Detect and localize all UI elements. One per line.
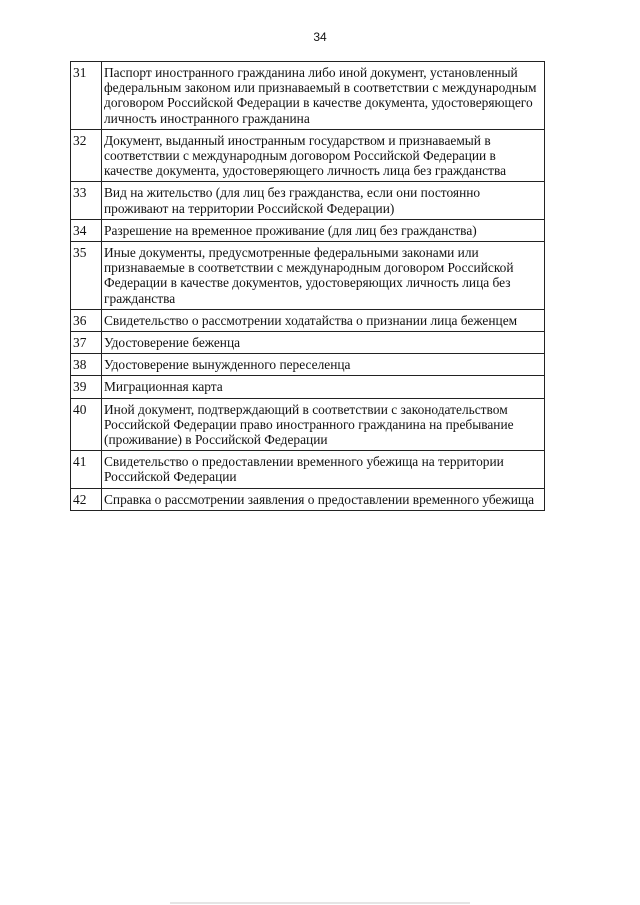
row-number: 31 <box>71 62 102 130</box>
row-text: Документ, выданный иностранным государством и признаваемый в соответствии с международным договором Российской Федерации в качестве документа, удостоверяющего личность лица без гражданства <box>102 129 545 182</box>
row-text: Свидетельство о рассмотрении ходатайства о признании лица беженцем <box>102 309 545 331</box>
scan-edge-divider <box>170 902 470 904</box>
row-number: 36 <box>71 309 102 331</box>
row-number: 42 <box>71 488 102 510</box>
table-row <box>71 242 545 310</box>
row-text: Справка о рассмотрении заявления о предоставлении временного убежища <box>102 488 545 510</box>
table-row <box>71 332 545 354</box>
row-text: Вид на жительство (для лиц без гражданства, если они постоянно проживают на территории Российской Федерации) <box>102 182 545 219</box>
table-row <box>71 398 545 451</box>
row-text: Разрешение на временное проживание (для лиц без гражданства) <box>102 219 545 241</box>
row-text: Паспорт иностранного гражданина либо иной документ, установленный федеральным законом или признаваемый в соответствии с международным договором Российской Федерации в качестве документа, удостоверяющего личность иностранного гражданина <box>102 62 545 130</box>
row-number: 41 <box>71 451 102 488</box>
page-number: 34 <box>313 30 327 44</box>
row-number: 38 <box>71 354 102 376</box>
table-row <box>71 219 545 241</box>
table-row <box>71 182 545 219</box>
row-number: 33 <box>71 182 102 219</box>
table-row <box>71 376 545 398</box>
row-text: Свидетельство о предоставлении временного убежища на территории Российской Федерации <box>102 451 545 488</box>
row-number: 35 <box>71 242 102 310</box>
row-number: 40 <box>71 398 102 451</box>
row-text: Иной документ, подтверждающий в соответствии с законодательством Российской Федерации право иностранного гражданина на пребывание (проживание) в Российской Федерации <box>102 398 545 451</box>
row-text: Миграционная карта <box>102 376 545 398</box>
table-row <box>71 488 545 510</box>
table-row <box>71 309 545 331</box>
row-number: 37 <box>71 332 102 354</box>
table-row <box>71 129 545 182</box>
row-number: 32 <box>71 129 102 182</box>
table-row <box>71 62 545 130</box>
row-text: Удостоверение вынужденного переселенца <box>102 354 545 376</box>
row-number: 34 <box>71 219 102 241</box>
table-row <box>71 451 545 488</box>
table-row <box>71 354 545 376</box>
row-number: 39 <box>71 376 102 398</box>
row-text: Удостоверение беженца <box>102 332 545 354</box>
row-text: Иные документы, предусмотренные федеральными законами или признаваемые в соответствии с международным договором Российской Федерации в качестве документов, удостоверяющих личность лица без гражданства <box>102 242 545 310</box>
document-table <box>70 61 545 511</box>
